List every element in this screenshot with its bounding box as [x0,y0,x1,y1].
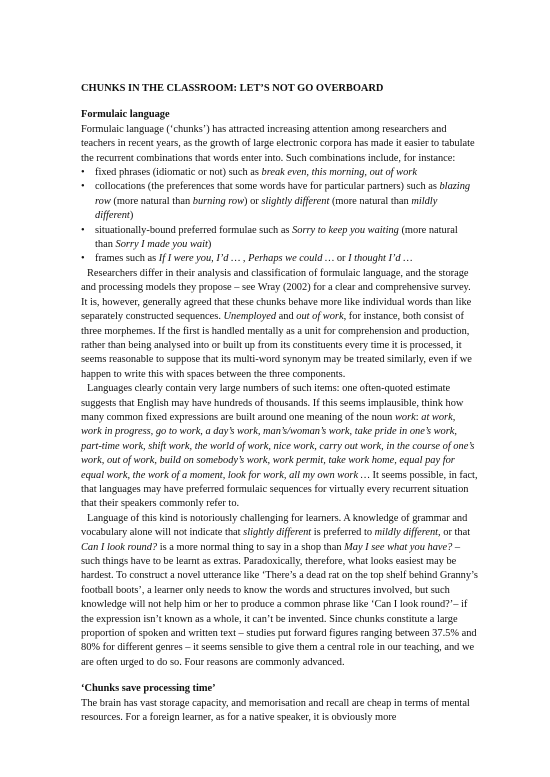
bullet-example: If I were you, I’d … , Perhaps we could … [158,253,335,265]
bullet-text: or [334,253,349,265]
section-spacer [81,670,478,682]
body-paragraph: The brain has vast storage capacity, and memorisation and recall are cheap in terms of mental resources. For a foreign learner, as for a native speaker, it is obviously more [81,697,470,724]
list-item [81,180,478,223]
list-item [81,166,478,180]
bullet-text: frames such as [95,253,159,265]
bullet-text: ) [129,210,134,222]
bullet-text: fixed phrases (idiomatic or not) such as [95,167,262,179]
document-title: CHUNKS IN THE CLASSROOM: LET’S NOT GO OVERBOARD [81,83,384,94]
bullet-text: (more natural than [95,224,458,251]
bullet-example: Sorry to keep you waiting [292,224,399,236]
bullet-example: I thought I’d … [348,253,413,265]
examples-list [81,166,478,267]
section-heading-formulaic-language: Formulaic language [81,109,170,121]
bullet-text: situationally-bound preferred formulae such as [95,224,293,236]
body-paragraph: Researchers differ in their analysis and classification of formulaic language, and the storage and processing models they propose – see Wray (2002) for a clear and comprehensive survey. It is, however, generally agreed that these chunks behave more like individual words than like separately constructed sequences. Unemployed and out of work, for instance, both consist of three morphemes. If the first is handled mentally as a unit for comprehension and production, rather than being analysed into or built up from its constituents every time it is processed, it seems reasonable to suppose that its multi-word synonym may be treated similarly, even if we happen to write this with spaces between the three components. [81,267,472,380]
bullet-example: Sorry I made you wait [115,239,208,251]
intro-paragraph: Formulaic language (‘chunks’) has attracted increasing attention among researchers and teachers in recent years, as the growth of large electronic corpora has made it easier to tabulate the recurrent combinations that words enter into. Such combinations include, for instance: [81,123,475,164]
list-item [81,224,478,253]
bullet-text: ) or [244,195,262,207]
bullet-text: (more natural than [329,195,412,207]
bullet-text: collocations (the preferences that some words have for particular partners) such as [95,181,440,193]
bullet-example: slightly different [261,195,330,207]
bullet-text: ) [207,239,212,251]
bullet-example: break even, this morning, out of work [261,167,417,179]
section-heading-processing-time: ‘Chunks save processing time’ [81,683,216,695]
bullet-example: blazing row [95,181,471,207]
body-paragraph: Language of this kind is notoriously challenging for learners. A knowledge of grammar and vocabulary alone will not indicate that slightly different is preferred to mildly different, or that Can I look round? is a more normal thing to say in a shop than May I see what you have? – such things have to be learnt as extras. Paradoxically, therefore, what looks easiest may be hardest. To construct a novel utterance like ‘There’s a dead rat on the top shelf behind Granny’s football boots’, a learner only needs to know the words and structures involved, but such knowledge will not help him or her to produce a common phrase like ‘Can I look round?’– if the expression isn’t known as a whole, it can’t be invented. Since chunks constitute a large proportion of spoken and written text – studies put forward figures ranging between 37.5% and 80% for different genres – it seems sensible to give them a central role in our teaching, and we are often urged to do so. Four reasons are commonly advanced. [81,512,478,668]
list-item [81,252,478,266]
bullet-text: (more natural than [110,195,193,207]
bullet-example: mildly different [95,195,438,222]
body-paragraph: Languages clearly contain very large numbers of such items: one often-quoted estimate suggests that English may have hundreds of thousands. If this seems implausible, think how many common fixed expressions are built around one meaning of the noun work: at work, work in progress, go to work, a day’s work, man’s/woman’s work, take pride in one’s work, part-time work, shift work, the world of work, nice work, carry out work, in the course of one’s work, out of work, build on somebody’s work, work permit, take work home, equal pay for equal work, the work of a moment, look for work, all my own work … It seems possible, in fact, that languages may have preferred formulaic sequences for virtually every recurrent situation that their speakers commonly refer to. [81,383,478,510]
bullet-example: burning row [192,195,245,207]
